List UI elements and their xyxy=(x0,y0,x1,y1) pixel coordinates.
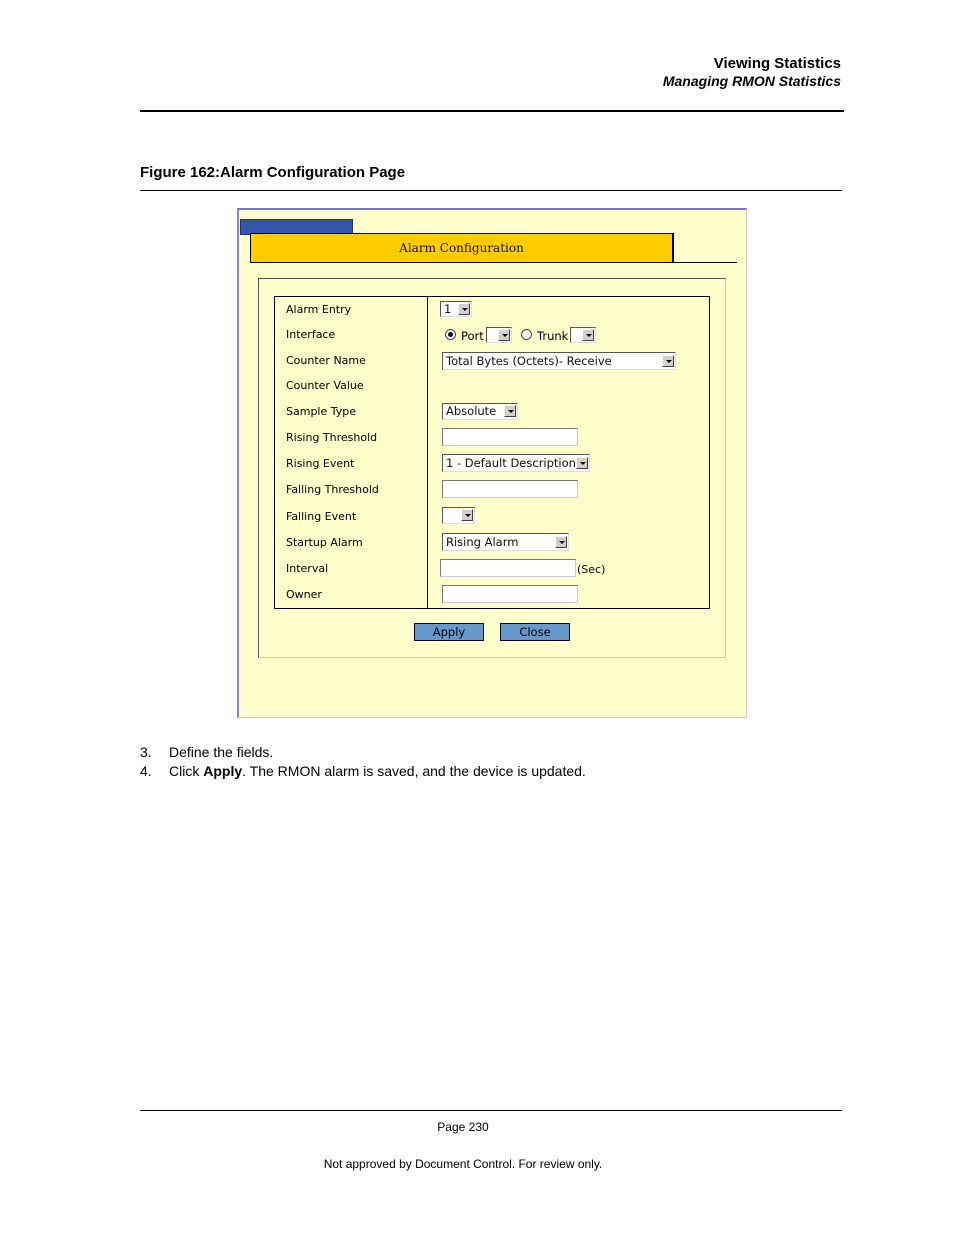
rising-event-select[interactable]: 1 - Default Description xyxy=(442,454,590,472)
caption-rule xyxy=(140,190,842,191)
chevron-down-icon[interactable] xyxy=(662,355,674,367)
apply-button[interactable]: Apply xyxy=(414,623,484,641)
port-radio-label: Port xyxy=(461,329,484,343)
owner-input[interactable] xyxy=(442,585,578,603)
rising-event-label: Rising Event xyxy=(286,457,355,470)
counter-name-select[interactable]: Total Bytes (Octets)- Receive xyxy=(442,352,676,370)
trunk-radio[interactable] xyxy=(521,329,532,340)
dialog-title: Alarm Configuration xyxy=(250,233,674,263)
sample-type-label: Sample Type xyxy=(286,405,357,418)
chevron-down-icon[interactable] xyxy=(458,303,470,315)
startup-alarm-label: Startup Alarm xyxy=(286,536,363,549)
rising-threshold-input[interactable] xyxy=(442,428,578,446)
figure-caption: Figure 162:Alarm Configuration Page xyxy=(140,164,406,181)
interval-input[interactable] xyxy=(440,559,576,577)
rising-threshold-label: Rising Threshold xyxy=(286,431,378,444)
falling-threshold-label: Falling Threshold xyxy=(286,483,379,496)
counter-name-label: Counter Name xyxy=(286,354,366,367)
alarm-configuration-screenshot xyxy=(237,208,747,718)
interface-label: Interface xyxy=(286,328,336,341)
chevron-down-icon[interactable] xyxy=(461,509,473,521)
chevron-down-icon[interactable] xyxy=(582,329,594,341)
page-number: Page 230 xyxy=(437,1120,489,1134)
port-radio[interactable] xyxy=(445,329,456,340)
review-disclaimer: Not approved by Document Control. For review only. xyxy=(323,1157,603,1171)
falling-event-label: Falling Event xyxy=(286,510,357,523)
startup-alarm-select[interactable]: Rising Alarm xyxy=(442,533,569,551)
chevron-down-icon[interactable] xyxy=(555,536,567,548)
footer-rule xyxy=(140,1110,842,1111)
step-4: 4. Click Apply. The RMON alarm is saved, and the device is updated. xyxy=(140,763,586,779)
owner-label: Owner xyxy=(286,588,322,601)
interval-label: Interval xyxy=(286,562,329,575)
interval-unit: (Sec) xyxy=(577,563,606,576)
config-panel xyxy=(258,278,726,658)
step-3: 3. Define the fields. xyxy=(140,744,274,760)
alarm-entry-label: Alarm Entry xyxy=(286,303,352,316)
alarm-form xyxy=(274,296,710,609)
section-title: Viewing Statistics xyxy=(713,55,841,72)
title-underline xyxy=(673,262,737,263)
trunk-select[interactable] xyxy=(570,327,596,343)
close-button[interactable]: Close xyxy=(500,623,570,641)
chevron-down-icon[interactable] xyxy=(576,457,588,469)
sample-type-select[interactable]: Absolute xyxy=(442,403,518,420)
form-divider xyxy=(427,297,428,608)
chevron-down-icon[interactable] xyxy=(498,329,510,341)
chevron-down-icon[interactable] xyxy=(504,405,516,417)
section-subtitle: Managing RMON Statistics xyxy=(662,73,841,89)
header-rule xyxy=(140,110,844,112)
falling-threshold-input[interactable] xyxy=(442,480,578,498)
counter-value-label: Counter Value xyxy=(286,379,364,392)
trunk-radio-label: Trunk xyxy=(537,329,569,343)
falling-event-select[interactable] xyxy=(442,507,475,524)
alarm-entry-select[interactable]: 1 xyxy=(440,301,472,317)
port-select[interactable] xyxy=(486,327,512,343)
